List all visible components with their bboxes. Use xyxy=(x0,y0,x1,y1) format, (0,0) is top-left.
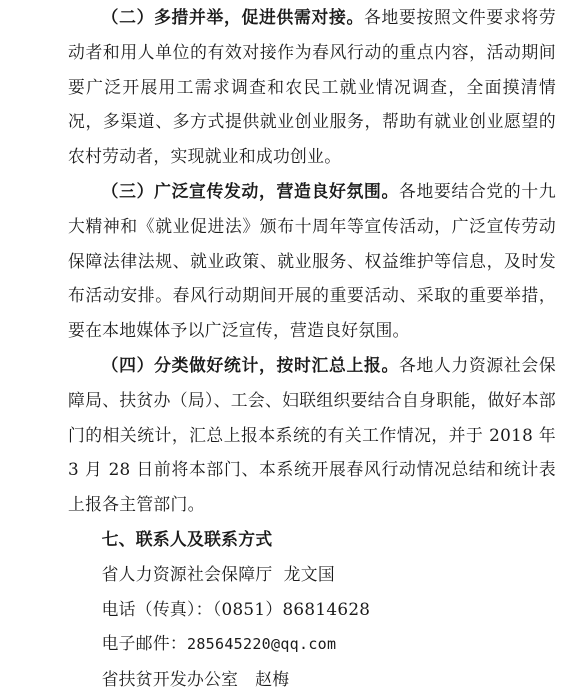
section-four-lead: （四）分类做好统计，按时汇总上报。 xyxy=(101,354,399,375)
section-four-paragraph xyxy=(68,348,556,522)
section-two-paragraph xyxy=(68,0,556,174)
section-four-body: 各地人力资源社会保障局、扶贫办（局）、工会、妇联组织要结合自身职能，做好本部门的相关统计，汇总上报本系统的有关工作情况，并于 2018 年 3 月 28 日前将本部门、本系统开展春风行动情况总结和统计表上报各主管部门。 xyxy=(68,354,556,515)
contact-heading: 七、联系人及联系方式 xyxy=(101,528,273,549)
contact-line-poverty-office: 省扶贫开发办公室 赵梅 xyxy=(101,669,290,690)
section-two-lead: （二）多措并举，促进供需对接。 xyxy=(101,7,364,27)
section-two-body: 各地要按照文件要求将劳动者和用人单位的有效对接作为春风行动的重点内容，活动期间要广泛开展用工需求调查和农民工就业情况调查，全面摸清情况，多渠道、多方式提供就业创业服务，帮助有就业创业愿望的农村劳动者，实现就业和成功创业。 xyxy=(68,7,556,167)
contact-line-phone xyxy=(68,592,556,627)
contact-line-department: 省人力资源社会保障厅 龙文国 xyxy=(101,563,335,584)
email-label: 电子邮件： xyxy=(101,633,188,654)
section-three-body: 各地要结合党的十九大精神和《就业促进法》颁布十周年等宣传活动，广泛宣传劳动保障法律法规、就业政策、就业服务、权益维护等信息，及时发布活动安排。春风行动期间开展的重要活动、采取的重要举措，要在本地媒体予以广泛宣传，营造良好氛围。 xyxy=(68,180,556,341)
document-page xyxy=(68,0,556,697)
phone-value: （0851）86814628 xyxy=(212,598,371,619)
contact-line-email xyxy=(68,626,556,662)
email-value: 285645220@qq.com xyxy=(187,635,337,654)
section-three-paragraph xyxy=(68,174,556,348)
phone-label: 电话（传真）： xyxy=(101,598,213,619)
section-three-lead: （三）广泛宣传发动，营造良好氛围。 xyxy=(101,180,399,201)
